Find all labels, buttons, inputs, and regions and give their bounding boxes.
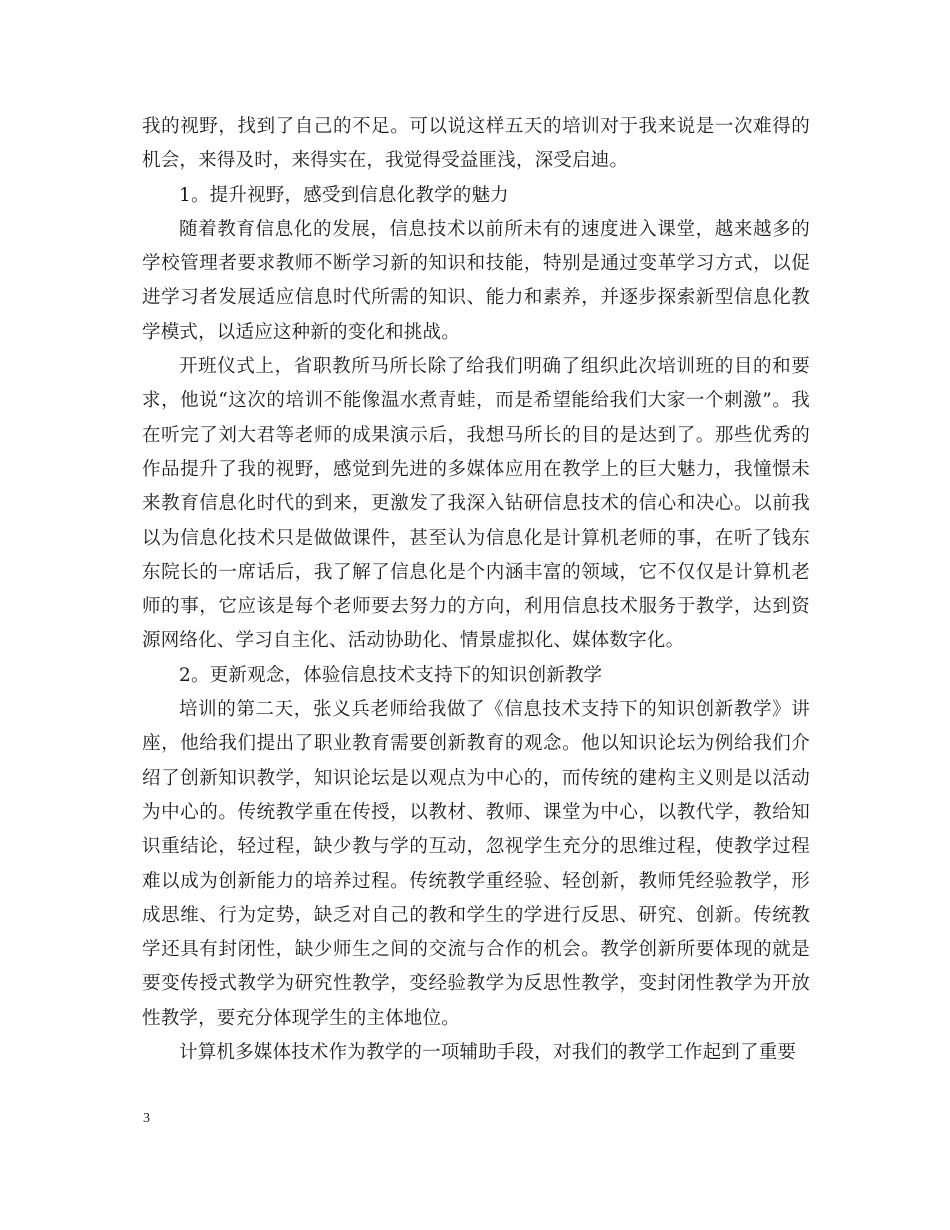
paragraph: 随着教育信息化的发展，信息技术以前所未有的速度进入课堂，越来越多的学校管理者要求教师不断学习新的知识和技能，特别是通过变革学习方式，以促进学习者发展适应信息时代所需的知识、能力和素养，并逐步探索新型信息化教学模式，以适应这种新的变化和挑战。 [142, 218, 810, 343]
document-body [142, 110, 810, 1070]
page-number: 3 [143, 1111, 150, 1126]
paragraph: 计算机多媒体技术作为教学的一项辅助手段，对我们的教学工作起到了重要 [179, 1042, 797, 1064]
paragraph: 培训的第二天，张义兵老师给我做了《信息技术支持下的知识创新教学》讲座，他给我们提出了职业教育需要创新教育的观念。他以知识论坛为例给我们介绍了创新知识教学，知识论坛是以观点为中心的，而传统的建构主义则是以活动为中心的。传统教学重在传授，以教材、教师、课堂为中心，以教代学，教给知识重结论，轻过程，缺少教与学的互动，忽视学生充分的思维过程，使教学过程难以成为创新能力的培养过程。传统教学重经验、轻创新，教师凭经验教学，形成思维、行为定势，缺乏对自己的教和学生的学进行反思、研究、创新。传统教学还具有封闭性，缺少师生之间的交流与合作的机会。教学创新所要体现的就是要变传授式教学为研究性教学，变经验教学为反思性教学，变封闭性教学为开放性教学，要充分体现学生的主体地位。 [142, 699, 810, 1029]
section-heading-2: 2。更新观念，体验信息技术支持下的知识创新教学 [179, 664, 603, 686]
paragraph-continuation: 我的视野，找到了自己的不足。可以说这样五天的培训对于我来说是一次难得的机会，来得及时，来得实在，我觉得受益匪浅，深受启迪。 [142, 116, 810, 172]
paragraph: 开班仪式上，省职教所马所长除了给我们明确了组织此次培训班的目的和要求，他说“这次的培训不能像温水煮青蛙，而是希望能给我们大家一个刺激”。我在听完了刘大君等老师的成果演示后，我想马所长的目的是达到了。那些优秀的作品提升了我的视野，感觉到先进的多媒体应用在教学上的巨大魅力，我憧憬未来教育信息化时代的到来，更激发了我深入钻研信息技术的信心和决心。以前我以为信息化技术只是做做课件，甚至认为信息化是计算机老师的事，在听了钱东东院长的一席话后，我了解了信息化是个内涵丰富的领域，它不仅仅是计算机老师的事，它应该是每个老师要去努力的方向，利用信息技术服务于教学，达到资源网络化、学习自主化、活动协助化、情景虚拟化、媒体数字化。 [142, 356, 810, 652]
section-heading-1: 1。提升视野，感受到信息化教学的魅力 [179, 184, 509, 206]
